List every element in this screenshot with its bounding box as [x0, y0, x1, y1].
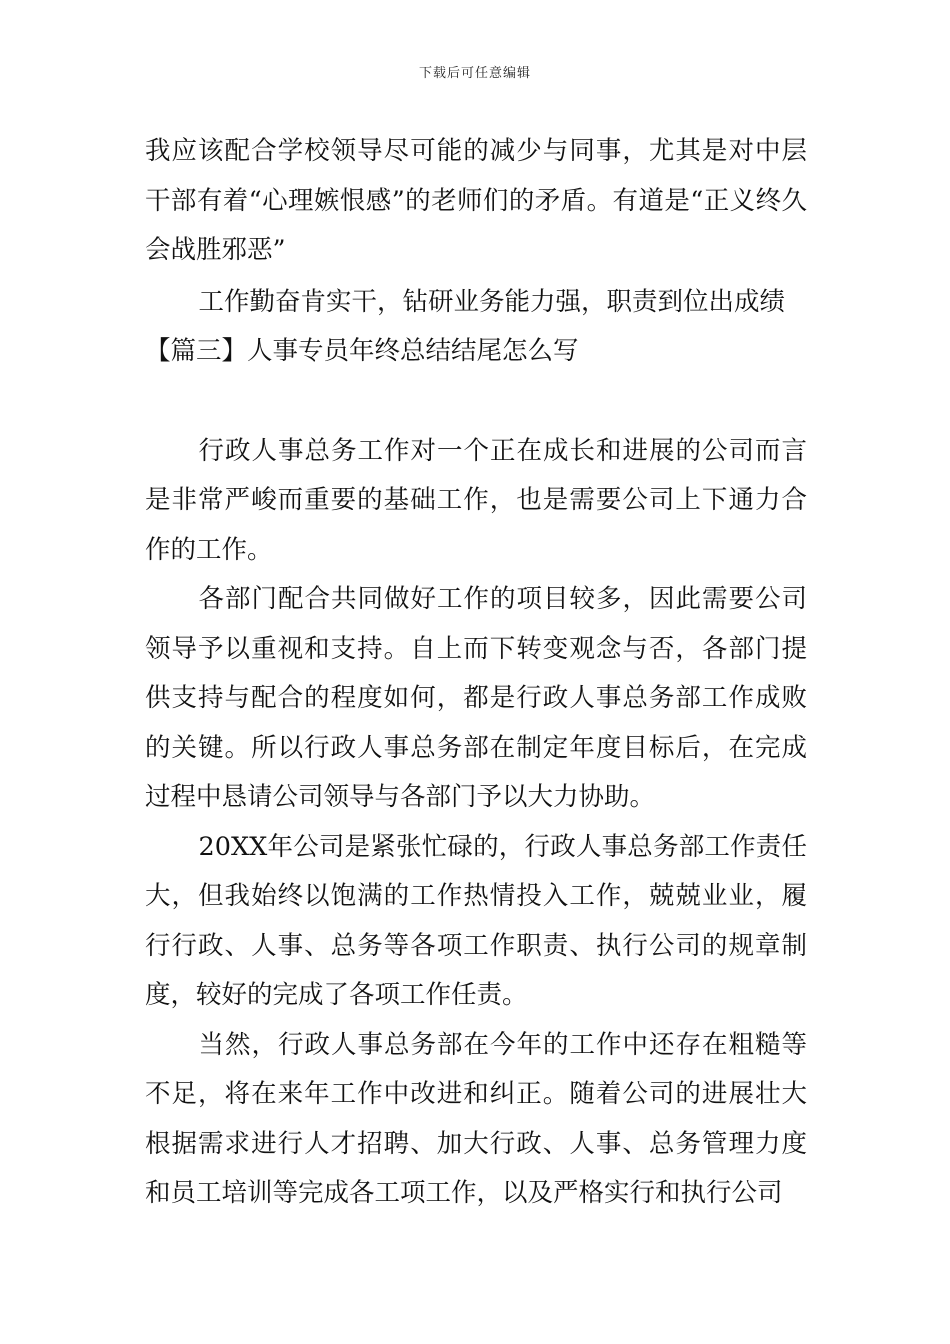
paragraph-summary-line: 工作勤奋肯实干，钻研业务能力强，职责到位出成绩 — [198, 286, 786, 317]
section-heading: 【篇三】人事专员年终总结结尾怎么写 — [145, 336, 579, 366]
page-header: 下载后可任意编辑 — [418, 66, 531, 81]
paragraph-shortcomings: 当然，行政人事总务部在今年的工作中还存在粗糙等不足，将在来年工作中改进和纠正。随着公司的进展壮大根据需求进行人才招聘、加大行政、人事、总务管理力度和员工培训等完成各工项工作，以及严格实行和执行公司 — [145, 1029, 807, 1208]
paragraph-departments: 各部门配合共同做好工作的项目较多，因此需要公司领导予以重视和支持。自上而下转变观念与否，各部门提供支持与配合的程度如何，都是行政人事总务部工作成败的关键。所以行政人事总务部在制定年度目标后，在完成过程中恳请公司领导与各部门予以大力协助。 — [145, 584, 807, 812]
paragraph-intro: 行政人事总务工作对一个正在成长和进展的公司而言是非常严峻而重要的基础工作，也是需要公司上下通力合作的工作。 — [145, 435, 807, 565]
document-body — [145, 127, 807, 1219]
paragraph-year-review: 20XX年公司是紧张忙碌的，行政人事总务部工作责任大，但我始终以饱满的工作热情投入工作，兢兢业业，履行行政、人事、总务等各项工作职责、执行公司的规章制度，较好的完成了各项工作任责。 — [145, 831, 807, 1010]
paragraph-continued: 我应该配合学校领导尽可能的减少与同事，尤其是对中层干部有着“心理嫉恨感”的老师们的矛盾。有道是“正义终久会战胜邪恶” — [145, 136, 807, 265]
